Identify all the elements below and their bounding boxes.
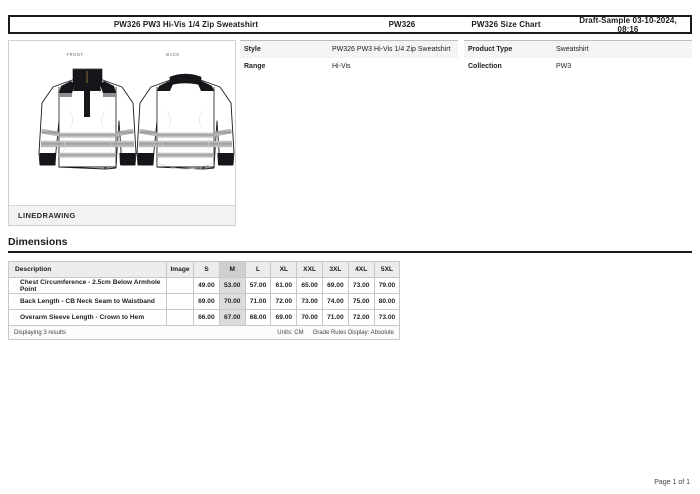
attribute-value-collection: PW3 [556, 63, 572, 70]
measurement-description: Chest Circumference - 2.5cm Below Armhole Point [9, 278, 167, 294]
measurement-value-5xl: 80.00 [374, 294, 400, 310]
attribute-value-product-type: Sweatshirt [556, 46, 589, 53]
style-attributes-panel-right [464, 40, 692, 75]
back-view-label: BACK [166, 52, 180, 57]
column-header-size-5xl: 5XL [374, 262, 400, 278]
measurement-value-s: 66.00 [194, 310, 220, 326]
measurement-value-s: 49.00 [194, 278, 220, 294]
dimensions-table-header-row [9, 262, 400, 278]
measurement-value-xxl: 73.00 [297, 294, 323, 310]
measurement-description: Back Length - CB Neck Seam to Waistband [9, 294, 167, 310]
attribute-value-style: PW326 PW3 Hi-Vis 1/4 Zip Sweatshirt [332, 46, 451, 53]
style-attributes-panel-left [240, 40, 458, 75]
measurement-image-cell [167, 278, 194, 294]
measurement-value-m: 53.00 [219, 278, 245, 294]
dimensions-divider [8, 251, 692, 253]
measurement-image-cell [167, 294, 194, 310]
measurement-value-5xl: 73.00 [374, 310, 400, 326]
table-row [9, 294, 400, 310]
header-style-title: PW326 PW3 Hi-Vis 1/4 Zip Sweatshirt [113, 20, 259, 29]
measurement-value-l: 68.00 [245, 310, 271, 326]
attribute-label-range: Range [244, 63, 266, 70]
upper-content-area [8, 40, 692, 226]
column-header-size-s: S [194, 262, 220, 278]
measurement-value-s: 69.00 [194, 294, 220, 310]
dimensions-heading: Dimensions [8, 236, 68, 248]
column-header-description: Description [9, 262, 167, 278]
garment-technical-drawing [9, 41, 235, 207]
measurement-value-4xl: 75.00 [348, 294, 374, 310]
dimensions-section [8, 236, 692, 340]
column-header-size-l: L [245, 262, 271, 278]
column-header-size-m: M [219, 262, 245, 278]
attribute-row-style [240, 41, 458, 58]
measurement-value-xl: 72.00 [271, 294, 297, 310]
dimensions-table-footer [8, 326, 400, 340]
column-header-size-xxl: XXL [297, 262, 323, 278]
measurement-value-5xl: 79.00 [374, 278, 400, 294]
units-label: Units: CM [277, 329, 304, 336]
measurement-description: Overarm Sleeve Length - Crown to Hem [9, 310, 167, 326]
table-row [9, 278, 400, 294]
measurement-image-cell [167, 310, 194, 326]
linedrawing-card [8, 40, 236, 226]
measurement-value-4xl: 72.00 [348, 310, 374, 326]
linedrawing-caption: LINEDRAWING [9, 205, 235, 225]
dimensions-table [8, 261, 400, 326]
document-header-bar [8, 15, 692, 34]
front-garment-illustration [39, 69, 136, 169]
table-row [9, 310, 400, 326]
measurement-value-xl: 61.00 [271, 278, 297, 294]
attribute-row-range [240, 58, 458, 75]
attribute-label-collection: Collection [468, 63, 502, 70]
column-header-image: Image [167, 262, 194, 278]
column-header-size-3xl: 3XL [322, 262, 348, 278]
attribute-row-collection [464, 58, 692, 75]
linedrawing-canvas [9, 41, 235, 207]
column-header-size-xl: XL [271, 262, 297, 278]
measurement-value-xxl: 70.00 [297, 310, 323, 326]
header-style-code: PW326 [388, 20, 416, 29]
measurement-value-3xl: 69.00 [322, 278, 348, 294]
measurement-value-m: 70.00 [219, 294, 245, 310]
measurement-value-3xl: 71.00 [322, 310, 348, 326]
attribute-label-product-type: Product Type [468, 46, 513, 53]
measurement-value-l: 71.00 [245, 294, 271, 310]
measurement-value-xxl: 65.00 [297, 278, 323, 294]
page-pagination: Page 1 of 1 [654, 479, 690, 486]
measurement-value-3xl: 74.00 [322, 294, 348, 310]
measurement-value-l: 57.00 [245, 278, 271, 294]
measurement-value-xl: 69.00 [271, 310, 297, 326]
front-view-label: FRONT [66, 52, 84, 57]
header-revision-status: Draft-Sample 03-10-2024, 08:16 [579, 15, 677, 34]
attribute-label-style: Style [244, 46, 261, 53]
header-chart-name: PW326 Size Chart [471, 20, 541, 29]
measurement-value-4xl: 73.00 [348, 278, 374, 294]
results-count: Displaying 3 results [14, 329, 67, 336]
back-garment-illustration [137, 74, 234, 169]
attribute-row-product-type [464, 41, 692, 58]
measurement-value-m: 67.00 [219, 310, 245, 326]
grade-rules-label: Grade Rules Display: Absolute [312, 329, 394, 336]
attribute-value-range: Hi-Vis [332, 63, 351, 70]
column-header-size-4xl: 4XL [348, 262, 374, 278]
